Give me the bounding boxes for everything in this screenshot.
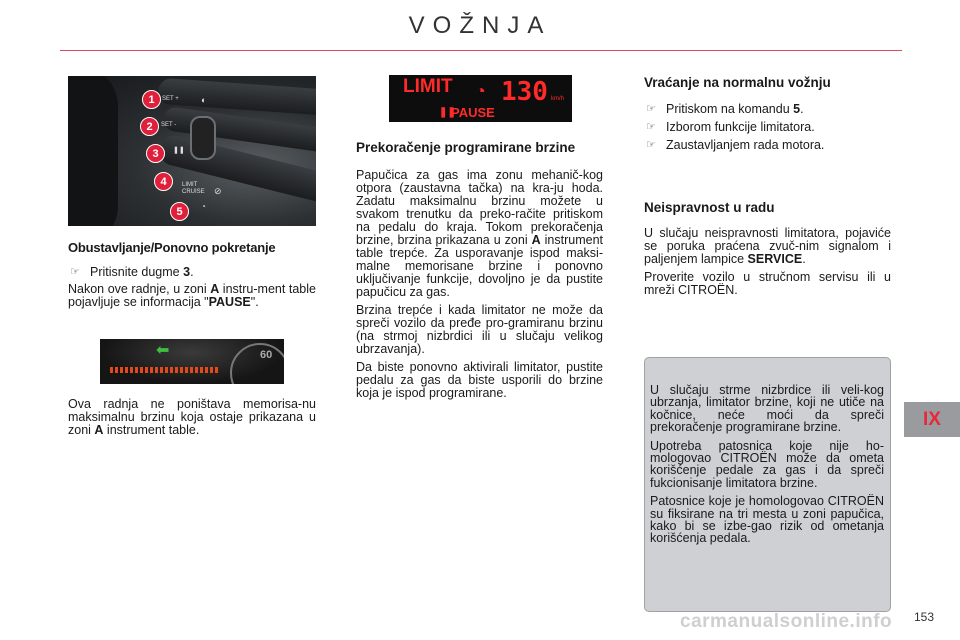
hand-pointer-icon: ☞ xyxy=(646,103,656,115)
right-column xyxy=(644,75,891,302)
section-heading-pause-resume: Obustavljanje/Ponovno pokretanje xyxy=(68,240,276,255)
paragraph-speed-flashes: Brzina trepće i kada limitator ne može da spreči vozilo da pređe pro-gramiranu brzinu (na strmoj nizbrdici ili u slučaju velikog ubrzavanja). xyxy=(356,303,603,356)
limit-display-image xyxy=(389,75,572,122)
callout-badge-2: 2 xyxy=(140,117,159,136)
limit-speed-unit: km/h xyxy=(551,96,565,102)
bullet-stop-engine: ☞ Zaustavljanjem rada motora. xyxy=(646,138,825,152)
note-paragraph-steep-descent: U slučaju strme nizbrdice ili veli-kog ubrzanja, limitator brzine, koji ne utiče na kočnice, neće moći da spreči prekoračenje programirane brzine. xyxy=(650,383,884,435)
section-heading-exceeding-speed: Prekoračenje programirane brzine xyxy=(356,140,576,155)
note-box xyxy=(644,357,891,612)
steering-controls-image xyxy=(68,76,316,226)
hand-pointer-icon: ☞ xyxy=(646,139,656,151)
middle-column xyxy=(356,140,603,405)
hand-pointer-icon: ☞ xyxy=(70,266,80,278)
callout-badge-4: 4 xyxy=(154,172,173,191)
limit-speed-value: 130 xyxy=(501,77,548,107)
speedometer-icon: ◔ xyxy=(475,81,486,101)
page-title: VOŽNJA xyxy=(408,12,552,39)
pause-icon: ❚❚ xyxy=(439,107,456,118)
left-column xyxy=(68,240,316,314)
limit-label: LIMIT xyxy=(403,76,453,97)
chapter-tab: IX xyxy=(904,402,960,437)
paragraph-memorized-speed: Ova radnja ne poništava memorisa-nu maksimalnu brzinu koja ostaje prikazana u zoni A instrument table. xyxy=(68,397,316,437)
title-divider xyxy=(60,50,902,51)
bullet-press-control: ☞ Pritiskom na komandu 5. xyxy=(646,102,804,116)
note-paragraph-floor-mats: Upotreba patosnica koje nije ho-mologovao CITROËN može da ometa korišćenje pedale za gas i da spreči fukcionisanje limitatora brzine. xyxy=(650,438,884,490)
rocker-control xyxy=(190,116,216,160)
pause-label: PAUSE xyxy=(451,105,495,120)
note-paragraph-homologated-mats: Patosnice koje je homologovao CITROËN su fiksirane na tri mesta u zoni papučica, kako bi se izbe-gao rizik od ometanja korišćenja pedala. xyxy=(650,494,884,546)
steering-wheel-rim xyxy=(68,76,118,226)
instrument-panel-image xyxy=(100,339,284,384)
hand-pointer-icon: ☞ xyxy=(646,121,656,133)
paragraph-check-vehicle: Proverite vozilo u stručnom servisu ili u mreži CITROËN. xyxy=(644,270,891,297)
page-number: 153 xyxy=(914,610,935,624)
brightness-icon: ◐ xyxy=(201,95,207,105)
arrow-left-icon: ⬅ xyxy=(156,342,170,359)
bullet-select-function: ☞ Izborom funkcije limitatora. xyxy=(646,120,815,134)
left-column-lower xyxy=(68,398,316,442)
section-heading-return-normal: Vraćanje na normalnu vožnju xyxy=(644,75,831,90)
speed-limit-icon: ⊘ xyxy=(214,186,222,196)
speedometer-icon: ◔ xyxy=(201,202,206,211)
callout-badge-5: 5 xyxy=(170,202,189,221)
ctrl-label-limit-cruise: LIMIT CRUISE xyxy=(182,182,205,195)
ctrl-label-set-plus: SET + xyxy=(162,96,179,102)
callout-badge-3: 3 xyxy=(146,144,165,163)
paragraph-accelerator-resistance: Papučica za gas ima zonu mehanič-kog otpora (zaustavna tačka) na kra-ju hoda. Zadatu maksimalnu brzinu možete u svakom trenutku da preko-račite pritiskom na pedalu do kraja. Tokom prekoračenja brzine, brzina prikazana u zoni A instrument table trepće. Za usporavanje ispod maksi-malne memorisane brzine i ponovno uključivanje funkcije, dovoljno je da pustite papučicu za gas. xyxy=(356,168,603,299)
paragraph-pause-info: Nakon ove radnje, u zoni A instru-ment table pojavljuje se informacija "PAUSE". xyxy=(68,282,316,309)
gauge-dial xyxy=(230,343,284,384)
pause-icon: ❚❚ xyxy=(173,147,185,154)
ctrl-label-set-minus: SET - xyxy=(161,122,177,128)
paragraph-malfunction-warning: U slučaju neispravnosti limitatora, pojaviće se poruka praćena zvuč-nim signalom i paljenjem lampice SERVICE. xyxy=(644,226,891,266)
gauge-tick-label: 60 xyxy=(260,349,273,361)
bar-graph xyxy=(110,367,218,373)
bullet-press-button: ☞ Pritisnite dugme 3. xyxy=(70,265,194,279)
callout-badge-1: 1 xyxy=(142,90,161,109)
paragraph-reactivate-limiter: Da biste ponovno aktivirali limitator, pustite pedalu za gas da biste usporili do brzine koja je ispod programirane. xyxy=(356,360,603,400)
watermark: carmanualsonline.info xyxy=(680,611,893,632)
section-heading-malfunction: Neispravnost u radu xyxy=(644,200,775,215)
